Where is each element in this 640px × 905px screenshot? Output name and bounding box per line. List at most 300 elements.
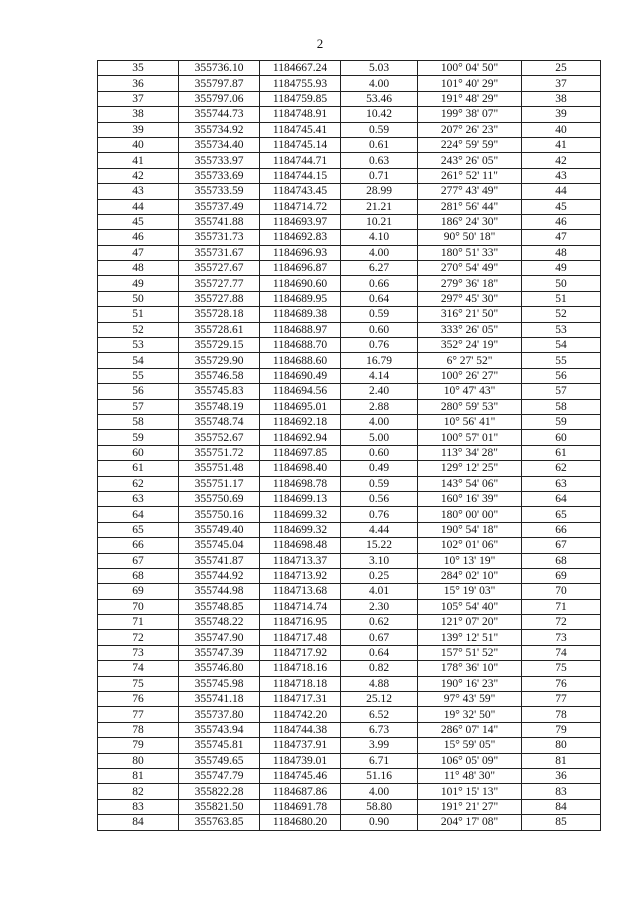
distance-cell: 3.10 (341, 553, 418, 568)
y-coordinate-cell: 1184699.13 (260, 491, 341, 506)
y-coordinate-cell: 1184745.14 (260, 137, 341, 152)
point-number-cell: 64 (98, 507, 179, 522)
x-coordinate-cell: 355743.94 (179, 722, 260, 737)
coordinates-table-body (98, 61, 601, 831)
distance-cell: 4.01 (341, 584, 418, 599)
x-coordinate-cell: 355747.39 (179, 645, 260, 660)
table-row (98, 599, 601, 614)
table-row (98, 276, 601, 291)
next-point-cell: 46 (522, 214, 601, 229)
direction-angle-cell: 286° 07' 14" (418, 722, 522, 737)
point-number-cell: 38 (98, 107, 179, 122)
next-point-cell: 42 (522, 153, 601, 168)
distance-cell: 5.03 (341, 61, 418, 76)
table-row (98, 630, 601, 645)
table-row (98, 137, 601, 152)
y-coordinate-cell: 1184717.48 (260, 630, 341, 645)
point-number-cell: 65 (98, 522, 179, 537)
distance-cell: 16.79 (341, 353, 418, 368)
x-coordinate-cell: 355745.98 (179, 676, 260, 691)
direction-angle-cell: 191° 48' 29" (418, 91, 522, 106)
y-coordinate-cell: 1184716.95 (260, 615, 341, 630)
distance-cell: 4.88 (341, 676, 418, 691)
direction-angle-cell: 105° 54' 40" (418, 599, 522, 614)
direction-angle-cell: 100° 57' 01" (418, 430, 522, 445)
x-coordinate-cell: 355763.85 (179, 815, 260, 830)
point-number-cell: 74 (98, 661, 179, 676)
distance-cell: 6.27 (341, 261, 418, 276)
next-point-cell: 47 (522, 230, 601, 245)
direction-angle-cell: 207° 26' 23" (418, 122, 522, 137)
point-number-cell: 77 (98, 707, 179, 722)
y-coordinate-cell: 1184692.83 (260, 230, 341, 245)
table-row (98, 107, 601, 122)
point-number-cell: 84 (98, 815, 179, 830)
next-point-cell: 72 (522, 615, 601, 630)
distance-cell: 4.14 (341, 368, 418, 383)
next-point-cell: 49 (522, 261, 601, 276)
next-point-cell: 84 (522, 799, 601, 814)
y-coordinate-cell: 1184713.68 (260, 584, 341, 599)
distance-cell: 0.56 (341, 491, 418, 506)
table-row (98, 507, 601, 522)
direction-angle-cell: 204° 17' 08" (418, 815, 522, 830)
next-point-cell: 56 (522, 368, 601, 383)
y-coordinate-cell: 1184717.92 (260, 645, 341, 660)
table-row (98, 799, 601, 814)
point-number-cell: 72 (98, 630, 179, 645)
point-number-cell: 70 (98, 599, 179, 614)
direction-angle-cell: 143° 54' 06" (418, 476, 522, 491)
x-coordinate-cell: 355734.92 (179, 122, 260, 137)
distance-cell: 0.63 (341, 153, 418, 168)
next-point-cell: 58 (522, 399, 601, 414)
direction-angle-cell: 270° 54' 49" (418, 261, 522, 276)
next-point-cell: 77 (522, 692, 601, 707)
x-coordinate-cell: 355749.65 (179, 753, 260, 768)
x-coordinate-cell: 355751.17 (179, 476, 260, 491)
y-coordinate-cell: 1184744.15 (260, 168, 341, 183)
point-number-cell: 69 (98, 584, 179, 599)
x-coordinate-cell: 355821.50 (179, 799, 260, 814)
distance-cell: 6.71 (341, 753, 418, 768)
table-row (98, 461, 601, 476)
direction-angle-cell: 297° 45' 30" (418, 291, 522, 306)
direction-angle-cell: 160° 16' 39" (418, 491, 522, 506)
next-point-cell: 48 (522, 245, 601, 260)
next-point-cell: 52 (522, 307, 601, 322)
table-row (98, 230, 601, 245)
point-number-cell: 58 (98, 414, 179, 429)
table-row (98, 707, 601, 722)
y-coordinate-cell: 1184692.18 (260, 414, 341, 429)
point-number-cell: 40 (98, 137, 179, 152)
point-number-cell: 66 (98, 538, 179, 553)
direction-angle-cell: 281° 56' 44" (418, 199, 522, 214)
distance-cell: 3.99 (341, 738, 418, 753)
y-coordinate-cell: 1184714.74 (260, 599, 341, 614)
distance-cell: 0.61 (341, 137, 418, 152)
next-point-cell: 53 (522, 322, 601, 337)
point-number-cell: 62 (98, 476, 179, 491)
direction-angle-cell: 186° 24' 30" (418, 214, 522, 229)
distance-cell: 0.59 (341, 122, 418, 137)
table-row (98, 184, 601, 199)
direction-angle-cell: 100° 04' 50" (418, 61, 522, 76)
direction-angle-cell: 100° 26' 27" (418, 368, 522, 383)
next-point-cell: 50 (522, 276, 601, 291)
y-coordinate-cell: 1184680.20 (260, 815, 341, 830)
x-coordinate-cell: 355752.67 (179, 430, 260, 445)
direction-angle-cell: 113° 34' 28" (418, 445, 522, 460)
point-number-cell: 51 (98, 307, 179, 322)
y-coordinate-cell: 1184689.95 (260, 291, 341, 306)
direction-angle-cell: 6° 27' 52" (418, 353, 522, 368)
x-coordinate-cell: 355727.77 (179, 276, 260, 291)
point-number-cell: 46 (98, 230, 179, 245)
point-number-cell: 37 (98, 91, 179, 106)
y-coordinate-cell: 1184745.46 (260, 768, 341, 783)
distance-cell: 0.76 (341, 507, 418, 522)
x-coordinate-cell: 355727.88 (179, 291, 260, 306)
distance-cell: 0.62 (341, 615, 418, 630)
next-point-cell: 38 (522, 91, 601, 106)
distance-cell: 28.99 (341, 184, 418, 199)
y-coordinate-cell: 1184742.20 (260, 707, 341, 722)
x-coordinate-cell: 355749.40 (179, 522, 260, 537)
direction-angle-cell: 102° 01' 06" (418, 538, 522, 553)
table-row (98, 753, 601, 768)
point-number-cell: 48 (98, 261, 179, 276)
table-row (98, 430, 601, 445)
direction-angle-cell: 97° 43' 59" (418, 692, 522, 707)
x-coordinate-cell: 355737.49 (179, 199, 260, 214)
direction-angle-cell: 280° 59' 53" (418, 399, 522, 414)
table-row (98, 76, 601, 91)
y-coordinate-cell: 1184739.01 (260, 753, 341, 768)
distance-cell: 5.00 (341, 430, 418, 445)
y-coordinate-cell: 1184698.40 (260, 461, 341, 476)
next-point-cell: 62 (522, 461, 601, 476)
next-point-cell: 61 (522, 445, 601, 460)
next-point-cell: 36 (522, 768, 601, 783)
point-number-cell: 55 (98, 368, 179, 383)
x-coordinate-cell: 355747.79 (179, 768, 260, 783)
y-coordinate-cell: 1184691.78 (260, 799, 341, 814)
y-coordinate-cell: 1184717.31 (260, 692, 341, 707)
next-point-cell: 78 (522, 707, 601, 722)
table-row (98, 338, 601, 353)
next-point-cell: 60 (522, 430, 601, 445)
point-number-cell: 82 (98, 784, 179, 799)
table-row (98, 168, 601, 183)
table-row (98, 768, 601, 783)
y-coordinate-cell: 1184688.60 (260, 353, 341, 368)
x-coordinate-cell: 355822.28 (179, 784, 260, 799)
next-point-cell: 80 (522, 738, 601, 753)
direction-angle-cell: 199° 38' 07" (418, 107, 522, 122)
direction-angle-cell: 316° 21' 50" (418, 307, 522, 322)
x-coordinate-cell: 355745.81 (179, 738, 260, 753)
point-number-cell: 50 (98, 291, 179, 306)
y-coordinate-cell: 1184699.32 (260, 522, 341, 537)
distance-cell: 21.21 (341, 199, 418, 214)
direction-angle-cell: 243° 26' 05" (418, 153, 522, 168)
table-row (98, 676, 601, 691)
table-row (98, 568, 601, 583)
direction-angle-cell: 15° 19' 03" (418, 584, 522, 599)
y-coordinate-cell: 1184748.91 (260, 107, 341, 122)
direction-angle-cell: 121° 07' 20" (418, 615, 522, 630)
distance-cell: 2.40 (341, 384, 418, 399)
point-number-cell: 63 (98, 491, 179, 506)
point-number-cell: 35 (98, 61, 179, 76)
x-coordinate-cell: 355741.88 (179, 214, 260, 229)
distance-cell: 0.60 (341, 445, 418, 460)
table-row (98, 445, 601, 460)
next-point-cell: 25 (522, 61, 601, 76)
x-coordinate-cell: 355748.19 (179, 399, 260, 414)
distance-cell: 0.82 (341, 661, 418, 676)
table-row (98, 645, 601, 660)
table-row (98, 584, 601, 599)
next-point-cell: 51 (522, 291, 601, 306)
x-coordinate-cell: 355728.18 (179, 307, 260, 322)
next-point-cell: 59 (522, 414, 601, 429)
distance-cell: 0.59 (341, 307, 418, 322)
point-number-cell: 54 (98, 353, 179, 368)
distance-cell: 0.25 (341, 568, 418, 583)
y-coordinate-cell: 1184696.93 (260, 245, 341, 260)
table-row (98, 245, 601, 260)
y-coordinate-cell: 1184693.97 (260, 214, 341, 229)
next-point-cell: 54 (522, 338, 601, 353)
x-coordinate-cell: 355727.67 (179, 261, 260, 276)
point-number-cell: 78 (98, 722, 179, 737)
point-number-cell: 80 (98, 753, 179, 768)
x-coordinate-cell: 355741.87 (179, 553, 260, 568)
next-point-cell: 67 (522, 538, 601, 553)
next-point-cell: 37 (522, 76, 601, 91)
y-coordinate-cell: 1184744.71 (260, 153, 341, 168)
x-coordinate-cell: 355731.67 (179, 245, 260, 260)
x-coordinate-cell: 355751.72 (179, 445, 260, 460)
x-coordinate-cell: 355797.06 (179, 91, 260, 106)
x-coordinate-cell: 355744.98 (179, 584, 260, 599)
table-row (98, 261, 601, 276)
direction-angle-cell: 10° 56' 41" (418, 414, 522, 429)
point-number-cell: 73 (98, 645, 179, 660)
table-row (98, 784, 601, 799)
next-point-cell: 43 (522, 168, 601, 183)
x-coordinate-cell: 355737.80 (179, 707, 260, 722)
direction-angle-cell: 106° 05' 09" (418, 753, 522, 768)
y-coordinate-cell: 1184688.70 (260, 338, 341, 353)
y-coordinate-cell: 1184718.16 (260, 661, 341, 676)
x-coordinate-cell: 355733.59 (179, 184, 260, 199)
table-row (98, 692, 601, 707)
point-number-cell: 41 (98, 153, 179, 168)
table-row (98, 738, 601, 753)
direction-angle-cell: 178° 36' 10" (418, 661, 522, 676)
distance-cell: 4.00 (341, 414, 418, 429)
x-coordinate-cell: 355733.97 (179, 153, 260, 168)
y-coordinate-cell: 1184694.56 (260, 384, 341, 399)
x-coordinate-cell: 355734.40 (179, 137, 260, 152)
next-point-cell: 79 (522, 722, 601, 737)
y-coordinate-cell: 1184714.72 (260, 199, 341, 214)
point-number-cell: 42 (98, 168, 179, 183)
point-number-cell: 68 (98, 568, 179, 583)
distance-cell: 51.16 (341, 768, 418, 783)
next-point-cell: 66 (522, 522, 601, 537)
table-row (98, 199, 601, 214)
direction-angle-cell: 15° 59' 05" (418, 738, 522, 753)
y-coordinate-cell: 1184744.38 (260, 722, 341, 737)
direction-angle-cell: 333° 26' 05" (418, 322, 522, 337)
x-coordinate-cell: 355751.48 (179, 461, 260, 476)
x-coordinate-cell: 355729.15 (179, 338, 260, 353)
direction-angle-cell: 190° 54' 18" (418, 522, 522, 537)
distance-cell: 6.73 (341, 722, 418, 737)
table-row (98, 476, 601, 491)
point-number-cell: 76 (98, 692, 179, 707)
next-point-cell: 75 (522, 661, 601, 676)
next-point-cell: 74 (522, 645, 601, 660)
next-point-cell: 81 (522, 753, 601, 768)
x-coordinate-cell: 355728.61 (179, 322, 260, 337)
table-row (98, 384, 601, 399)
table-row (98, 522, 601, 537)
x-coordinate-cell: 355736.10 (179, 61, 260, 76)
table-row (98, 661, 601, 676)
distance-cell: 0.59 (341, 476, 418, 491)
direction-angle-cell: 261° 52' 11" (418, 168, 522, 183)
next-point-cell: 71 (522, 599, 601, 614)
table-row (98, 91, 601, 106)
next-point-cell: 70 (522, 584, 601, 599)
point-number-cell: 83 (98, 799, 179, 814)
x-coordinate-cell: 355744.73 (179, 107, 260, 122)
point-number-cell: 44 (98, 199, 179, 214)
distance-cell: 10.21 (341, 214, 418, 229)
distance-cell: 10.42 (341, 107, 418, 122)
x-coordinate-cell: 355797.87 (179, 76, 260, 91)
y-coordinate-cell: 1184713.37 (260, 553, 341, 568)
distance-cell: 4.00 (341, 76, 418, 91)
y-coordinate-cell: 1184689.38 (260, 307, 341, 322)
table-row (98, 214, 601, 229)
point-number-cell: 49 (98, 276, 179, 291)
distance-cell: 4.00 (341, 784, 418, 799)
distance-cell: 58.80 (341, 799, 418, 814)
y-coordinate-cell: 1184743.45 (260, 184, 341, 199)
direction-angle-cell: 139° 12' 51" (418, 630, 522, 645)
distance-cell: 2.88 (341, 399, 418, 414)
next-point-cell: 83 (522, 784, 601, 799)
y-coordinate-cell: 1184667.24 (260, 61, 341, 76)
table-row (98, 368, 601, 383)
distance-cell: 0.60 (341, 322, 418, 337)
coordinates-table (97, 60, 601, 831)
direction-angle-cell: 180° 51' 33" (418, 245, 522, 260)
point-number-cell: 81 (98, 768, 179, 783)
distance-cell: 0.64 (341, 645, 418, 660)
page-number: 2 (316, 36, 324, 51)
distance-cell: 25.12 (341, 692, 418, 707)
point-number-cell: 71 (98, 615, 179, 630)
y-coordinate-cell: 1184718.18 (260, 676, 341, 691)
table-row (98, 353, 601, 368)
next-point-cell: 55 (522, 353, 601, 368)
point-number-cell: 67 (98, 553, 179, 568)
y-coordinate-cell: 1184713.92 (260, 568, 341, 583)
distance-cell: 0.71 (341, 168, 418, 183)
point-number-cell: 57 (98, 399, 179, 414)
y-coordinate-cell: 1184688.97 (260, 322, 341, 337)
next-point-cell: 44 (522, 184, 601, 199)
direction-angle-cell: 191° 21' 27" (418, 799, 522, 814)
y-coordinate-cell: 1184755.93 (260, 76, 341, 91)
point-number-cell: 75 (98, 676, 179, 691)
y-coordinate-cell: 1184737.91 (260, 738, 341, 753)
distance-cell: 0.64 (341, 291, 418, 306)
table-row (98, 322, 601, 337)
x-coordinate-cell: 355745.83 (179, 384, 260, 399)
table-row (98, 491, 601, 506)
point-number-cell: 53 (98, 338, 179, 353)
next-point-cell: 45 (522, 199, 601, 214)
table-row (98, 414, 601, 429)
table-row (98, 722, 601, 737)
direction-angle-cell: 180° 00' 00" (418, 507, 522, 522)
y-coordinate-cell: 1184692.94 (260, 430, 341, 445)
direction-angle-cell: 352° 24' 19" (418, 338, 522, 353)
x-coordinate-cell: 355745.04 (179, 538, 260, 553)
direction-angle-cell: 279° 36' 18" (418, 276, 522, 291)
y-coordinate-cell: 1184759.85 (260, 91, 341, 106)
x-coordinate-cell: 355746.58 (179, 368, 260, 383)
direction-angle-cell: 284° 02' 10" (418, 568, 522, 583)
distance-cell: 4.00 (341, 245, 418, 260)
point-number-cell: 61 (98, 461, 179, 476)
table-row (98, 122, 601, 137)
x-coordinate-cell: 355747.90 (179, 630, 260, 645)
next-point-cell: 64 (522, 491, 601, 506)
direction-angle-cell: 19° 32' 50" (418, 707, 522, 722)
x-coordinate-cell: 355748.22 (179, 615, 260, 630)
y-coordinate-cell: 1184698.78 (260, 476, 341, 491)
table-row (98, 615, 601, 630)
x-coordinate-cell: 355733.69 (179, 168, 260, 183)
y-coordinate-cell: 1184695.01 (260, 399, 341, 414)
next-point-cell: 68 (522, 553, 601, 568)
point-number-cell: 39 (98, 122, 179, 137)
distance-cell: 4.44 (341, 522, 418, 537)
y-coordinate-cell: 1184690.60 (260, 276, 341, 291)
table-row (98, 538, 601, 553)
x-coordinate-cell: 355746.80 (179, 661, 260, 676)
table-row (98, 291, 601, 306)
next-point-cell: 85 (522, 815, 601, 830)
next-point-cell: 41 (522, 137, 601, 152)
y-coordinate-cell: 1184687.86 (260, 784, 341, 799)
next-point-cell: 63 (522, 476, 601, 491)
direction-angle-cell: 10° 47' 43" (418, 384, 522, 399)
x-coordinate-cell: 355750.16 (179, 507, 260, 522)
distance-cell: 0.49 (341, 461, 418, 476)
direction-angle-cell: 224° 59' 59" (418, 137, 522, 152)
